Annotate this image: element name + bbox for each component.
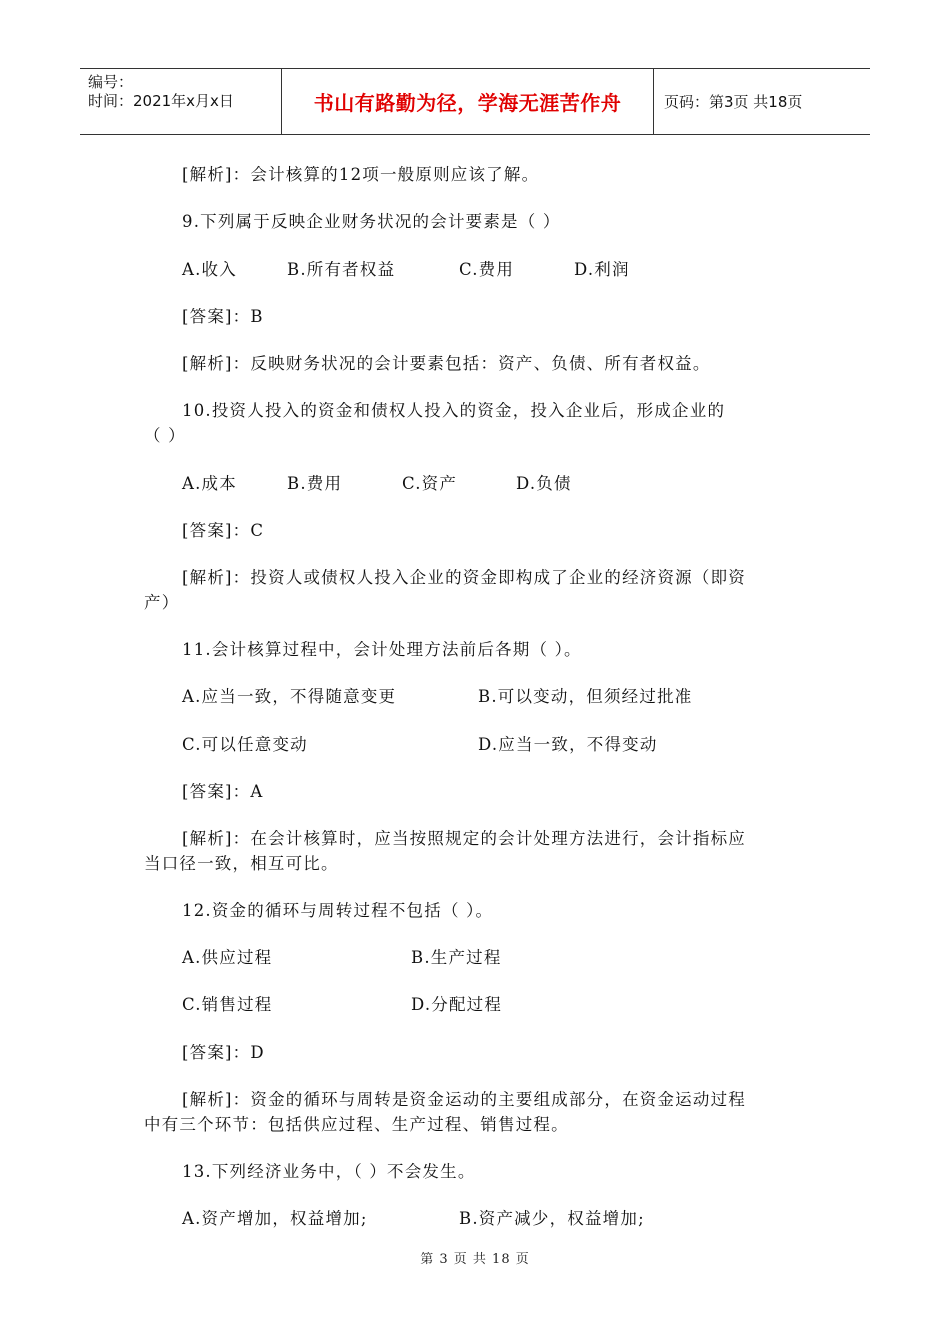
header-motto: 书山有路勤为径，学海无涯苦作舟 <box>282 69 654 134</box>
option-a: A.供应过程 <box>182 948 273 967</box>
analysis-text: [解析]：会计核算的12项一般原则应该了解。 <box>182 165 540 184</box>
option-b: B.资产减少，权益增加; <box>459 1209 645 1228</box>
option-b: B.可以变动，但须经过批准 <box>478 687 693 706</box>
option-a: A.成本 <box>182 474 237 493</box>
question-9: 9.下列属于反映企业财务状况的会计要素是（ ） <box>182 212 561 231</box>
analysis-text: [解析]：投资人或债权人投入企业的资金即构成了企业的经济资源（即资 <box>182 568 746 587</box>
page-header <box>80 68 870 135</box>
question-10-cont: （ ） <box>144 426 186 445</box>
number-label: 编号： <box>88 73 134 91</box>
analysis-text: [解析]：在会计核算时，应当按照规定的会计处理方法进行，会计指标应 <box>182 829 746 848</box>
option-c: C.可以任意变动 <box>182 735 308 754</box>
option-d: D.分配过程 <box>411 995 503 1014</box>
answer-text: [答案]：A <box>182 782 264 801</box>
analysis-text-cont: 中有三个环节：包括供应过程、生产过程、销售过程。 <box>144 1115 569 1134</box>
option-b: B.生产过程 <box>411 948 502 967</box>
option-d: D.利润 <box>574 260 630 279</box>
option-a: A.收入 <box>182 260 237 279</box>
option-c: C.销售过程 <box>182 995 273 1014</box>
option-b: B.所有者权益 <box>287 260 396 279</box>
answer-text: [答案]：C <box>182 521 265 540</box>
answer-text: [答案]：B <box>182 307 264 326</box>
question-11: 11.会计核算过程中，会计处理方法前后各期（ ）。 <box>182 640 582 659</box>
page-footer: 第 3 页 共 18 页 <box>420 1252 530 1267</box>
question-13: 13.下列经济业务中，（ ）不会发生。 <box>182 1162 476 1181</box>
option-c: C.资产 <box>402 474 458 493</box>
answer-text: [答案]：D <box>182 1043 265 1062</box>
analysis-text: [解析]：资金的循环与周转是资金运动的主要组成部分，在资金运动过程 <box>182 1090 746 1109</box>
question-10: 10.投资人投入的资金和债权人投入的资金，投入企业后，形成企业的 <box>182 401 726 420</box>
option-d: D.应当一致，不得变动 <box>478 735 658 754</box>
question-12: 12.资金的循环与周转过程不包括（ ）。 <box>182 901 494 920</box>
option-b: B.费用 <box>287 474 343 493</box>
analysis-text-cont: 产） <box>144 593 180 612</box>
option-c: C.费用 <box>459 260 515 279</box>
header-info <box>80 69 282 134</box>
analysis-text: [解析]：反映财务状况的会计要素包括：资产、负债、所有者权益。 <box>182 354 711 373</box>
option-a: A.资产增加，权益增加; <box>182 1209 368 1228</box>
time-label: 时间：2021年x月x日 <box>88 92 234 110</box>
header-page-number: 页码：第3页 共18页 <box>664 93 803 111</box>
option-d: D.负债 <box>516 474 572 493</box>
option-a: A.应当一致，不得随意变更 <box>182 687 397 706</box>
analysis-text-cont: 当口径一致，相互可比。 <box>144 854 339 873</box>
